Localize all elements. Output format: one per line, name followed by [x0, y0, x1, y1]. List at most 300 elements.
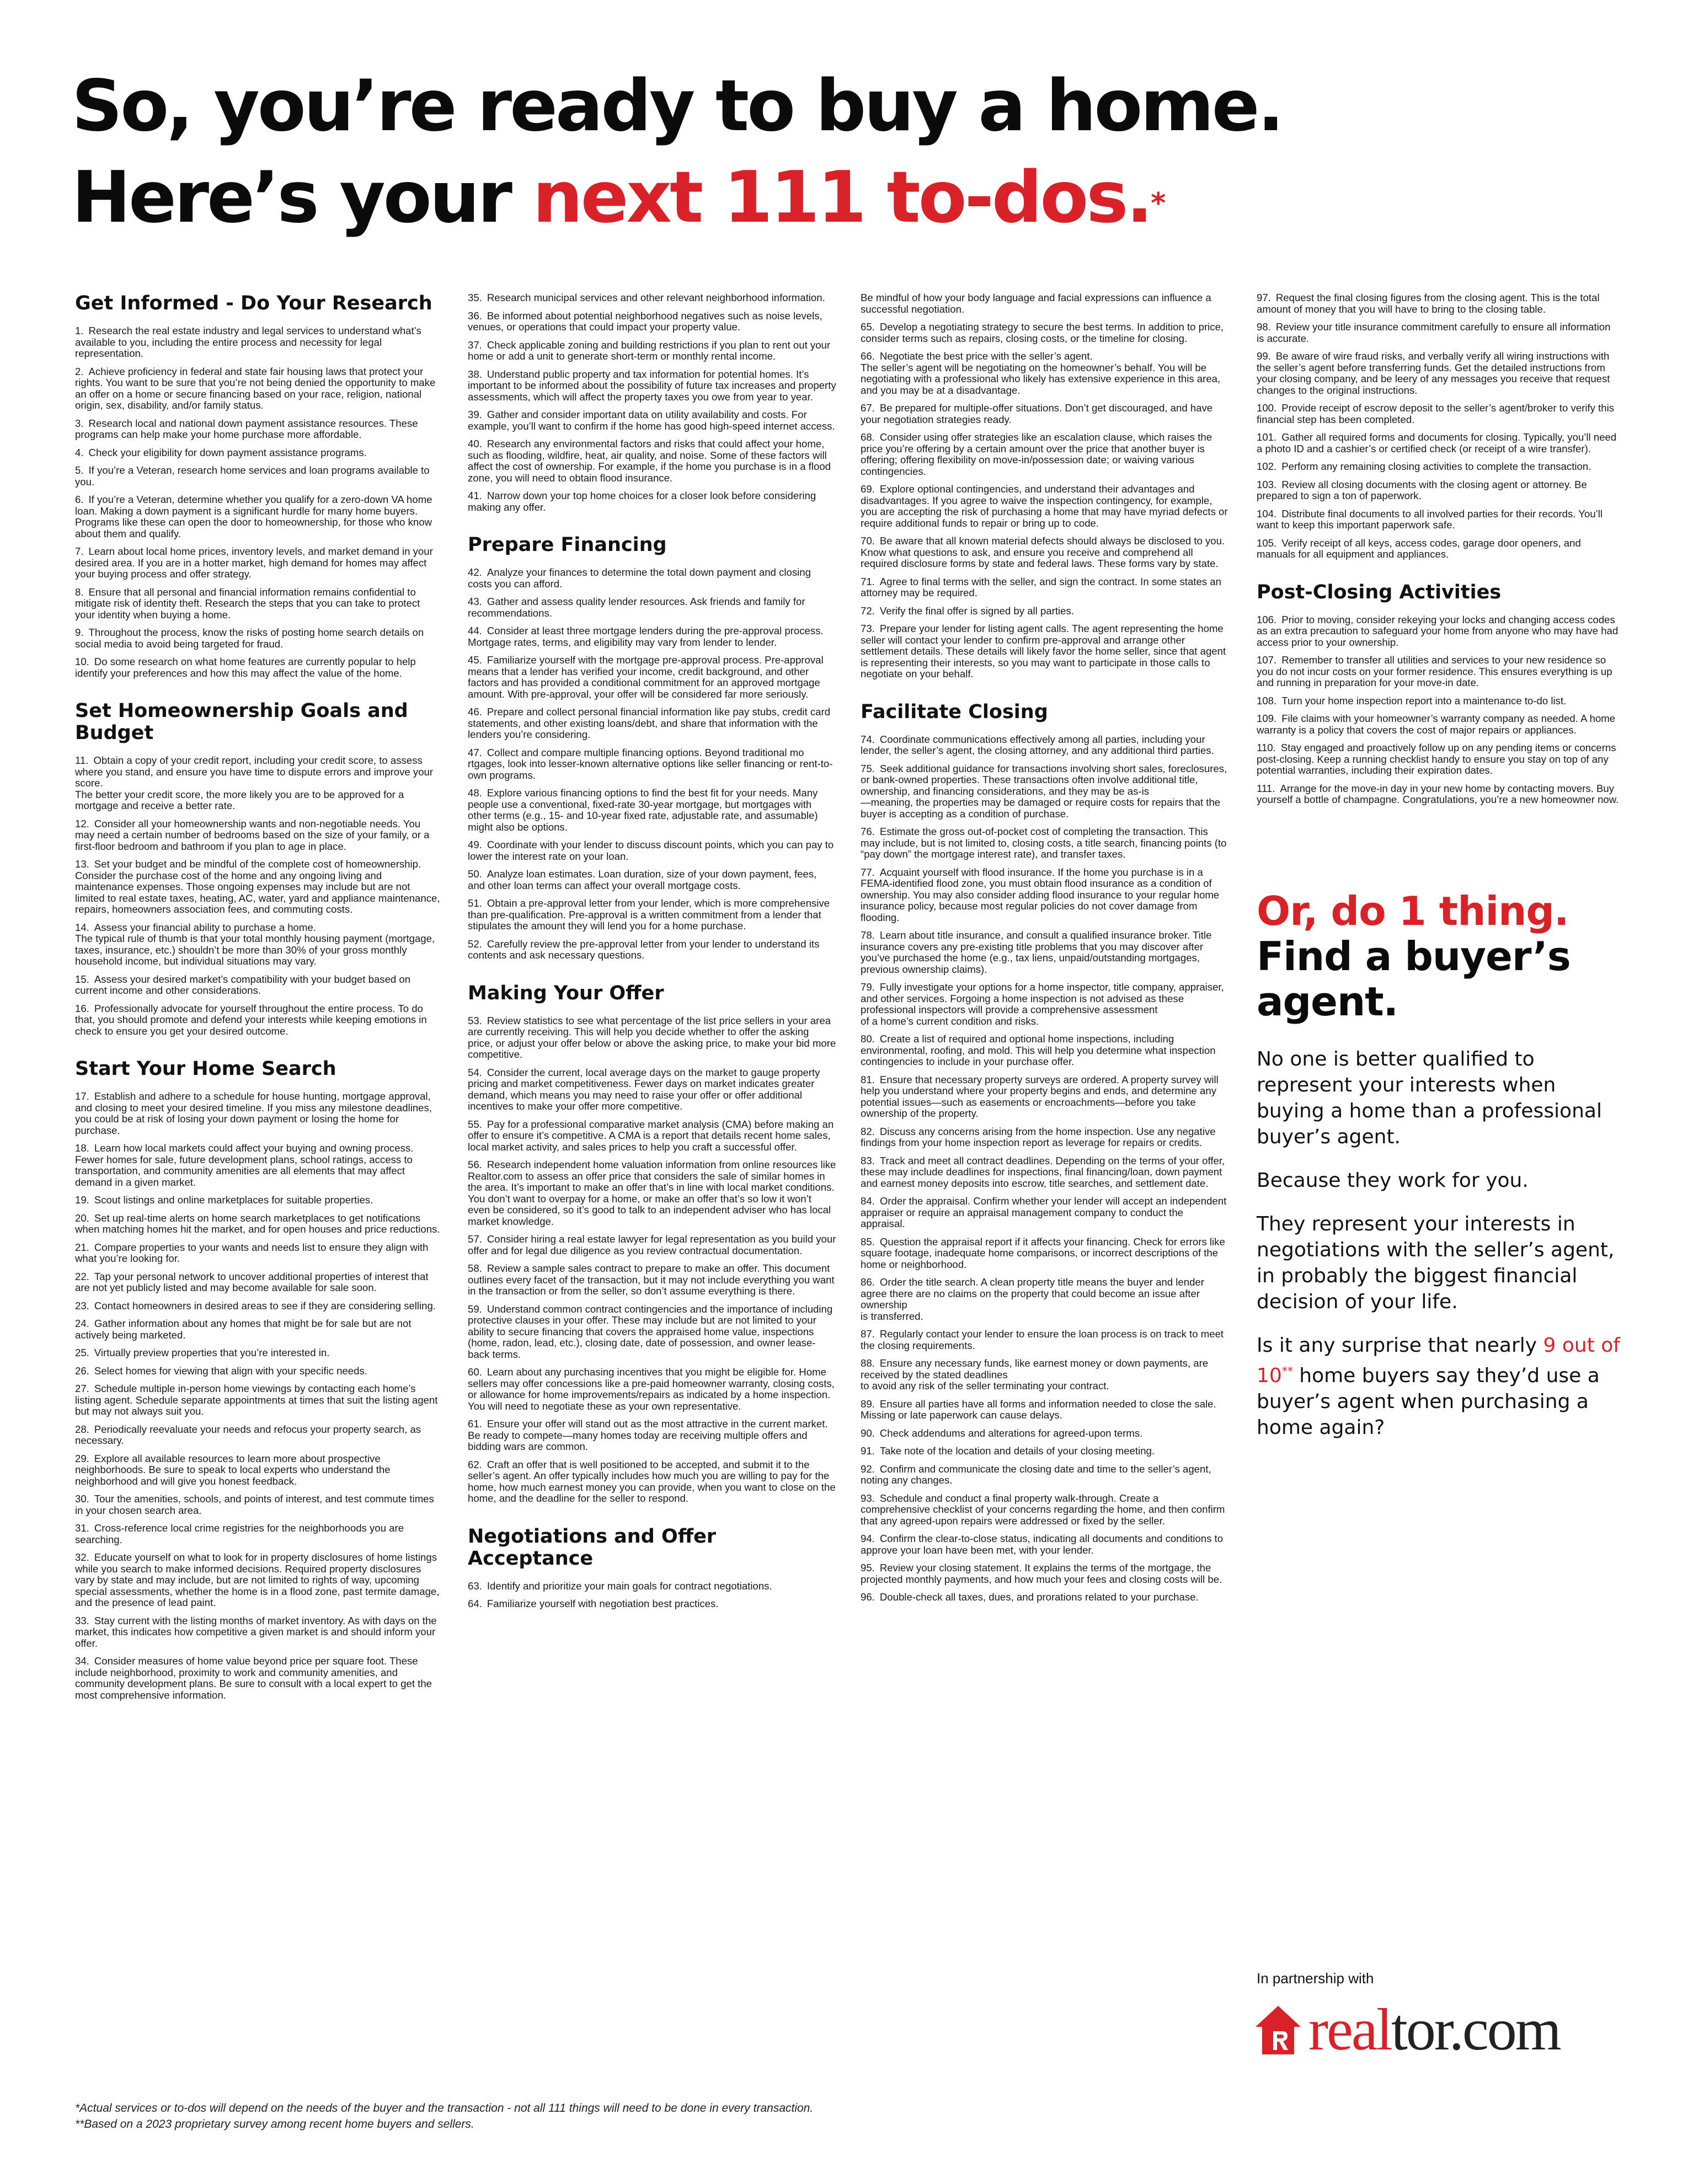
todo-number: 23.: [75, 1299, 89, 1312]
todo-number: 89.: [861, 1398, 875, 1410]
todo-text: Review a sample sales contract to prepare to make an offer. This document outlines every facet of the transaction, but it may not include everything you want in the transaction or from the seller, so don’t assume everything is there.: [468, 1262, 835, 1297]
todo-text: Discuss any concerns arising from the home inspection. Use any negative findings from your home inspection report as leverage for repairs or credits.: [861, 1125, 1216, 1148]
todo-number: 78.: [861, 929, 875, 941]
todo-text: Obtain a copy of your credit report, including your credit score, to assess where you stand, and ensure you have time to dispute errors and improve your score.: [75, 754, 434, 789]
todo-item: [468, 706, 836, 741]
todo-text: Consider the current, local average days on the market to gauge property pricing and market competitiveness. Fewer days on market indicates greater demand, which means you may need to raise your offer or offer additional incentives to make your offer more competitive.: [468, 1066, 820, 1112]
todo-item: [75, 494, 442, 539]
todo-item: [861, 734, 1230, 757]
todo-item: [468, 747, 836, 781]
todo-item: [1257, 403, 1621, 425]
todo-number: 63.: [468, 1580, 482, 1592]
todo-item: [468, 438, 836, 484]
todo-item: [75, 974, 442, 997]
todo-item: [468, 311, 836, 333]
todo-number: 38.: [468, 368, 482, 380]
todo-text: Gather information about any homes that might be for sale but are not actively being marketed.: [75, 1318, 412, 1341]
todo-text: Research the real estate industry and legal services to understand what’s available to you, including the entire process and necessity for legal representation.: [75, 325, 421, 359]
todo-number: 13.: [75, 858, 89, 870]
todo-number: 27.: [75, 1383, 89, 1394]
todo-number: 108.: [1257, 694, 1277, 706]
todo-item: [468, 788, 836, 833]
todo-item: [1257, 292, 1621, 315]
todo-text: Regularly contact your lender to ensure the loan process is on track to meet the closing requirements.: [861, 1328, 1224, 1351]
todo-item: [1257, 783, 1621, 806]
todo-item: [861, 1533, 1230, 1556]
todo-item: [861, 1358, 1230, 1392]
todo-number: 109.: [1257, 713, 1277, 724]
todo-number: 19.: [75, 1194, 89, 1206]
todo-text: Familiarize yourself with negotiation best practices.: [487, 1598, 719, 1609]
todo-text: Tour the amenities, schools, and points of interest, and test commute times in your chosen search area.: [75, 1493, 434, 1516]
todo-item: [468, 1067, 836, 1112]
todo-text: Take note of the location and details of your closing meeting.: [879, 1445, 1155, 1457]
todo-number: 87.: [861, 1328, 875, 1340]
todo-text: Analyze your finances to determine the total down payment and closing costs you can afford.: [468, 566, 811, 590]
todo-item: [861, 1034, 1230, 1068]
todo-number: 76.: [861, 826, 875, 837]
todo-text: Set your budget and be mindful of the complete cost of homeownership. Consider the purchase cost of the home and any ongoing living and maintenance expenses. Those ongoing expenses may include but are not limited to real estate taxes, heating, AC, water, yard and appliance maintenance, repairs, homeowners association fees, and commuting costs.: [75, 858, 440, 915]
todo-number: 47.: [468, 746, 482, 758]
todo-item: [861, 576, 1230, 599]
todo-item: [75, 922, 442, 967]
todo-item: [861, 1236, 1230, 1271]
todo-item: [75, 447, 442, 459]
todo-number: 3.: [75, 417, 84, 429]
partner-label: In partnership with: [1257, 1970, 1374, 1987]
promo-paragraph-3: They represent your interests in negotiations with the seller’s agent, in probably the biggest financial decision of your life.: [1257, 1212, 1615, 1313]
todo-item: [861, 930, 1230, 975]
todo-item: [75, 1213, 442, 1235]
todo-number: 21.: [75, 1241, 89, 1253]
todo-item: [75, 1091, 442, 1136]
todo-item: [1257, 508, 1621, 531]
todo-number: 8.: [75, 586, 84, 598]
todo-text: Fully investigate your options for a home inspector, title company, appraiser, and other services. Forgoing a home inspection is not advised as these professional inspectors will provide a comprehensive assessment: [861, 981, 1224, 1015]
todo-number: 54.: [468, 1066, 482, 1078]
todo-number: 64.: [468, 1598, 482, 1609]
todo-text: Arrange for the move-in day in your new home by contacting movers. Buy yourself a bottle of champagne. Congratulations, you’re a new homeowner now.: [1257, 782, 1619, 805]
todo-text: Research municipal services and other relevant neighborhood information.: [487, 292, 825, 303]
todo-text: Estimate the gross out-of-pocket cost of completing the transaction. This may include, but is not limited to, closing costs, a title search, financing points (to “pay down” the mortgage interest rate), and transfer taxes.: [861, 826, 1227, 860]
todo-item: [468, 369, 836, 403]
promo-p4-suffix: home buyers say they’d use a buyer’s agent when purchasing a home again?: [1257, 1364, 1600, 1439]
todo-text: Prepare and collect personal financial information like pay stubs, credit card statements, and other existing loans/debt, and share that information with the lenders you’re considering.: [468, 706, 831, 740]
section-heading-negotiations: Negotiations and Offer Acceptance: [468, 1525, 717, 1570]
todo-item: [861, 982, 1230, 1027]
todo-item: [75, 1003, 442, 1037]
todo-text: Analyze loan estimates. Loan duration, size of your down payment, fees, and other loan terms can affect your overall mortgage costs.: [468, 868, 817, 891]
todo-number: 103.: [1257, 478, 1277, 490]
todo-text: Scout listings and online marketplaces for suitable properties.: [94, 1194, 373, 1206]
todo-number: 77.: [861, 866, 875, 878]
todo-number: 57.: [468, 1233, 482, 1245]
todo-text: Contact homeowners in desired areas to see if they are considering selling.: [94, 1299, 436, 1312]
todo-text: Gather all required forms and documents for closing. Typically, you’ll need a photo ID and a cashier’s or certified check (or receipt of a wire transfer).: [1257, 431, 1617, 454]
todo-item: [468, 1598, 836, 1610]
todo-text: Set up real-time alerts on home search marketplaces to get notifications when matching homes hit the market, and for open houses and price reductions.: [75, 1212, 440, 1235]
todo-text: Consider measures of home value beyond price per square foot. These include neighborhood, proximity to work and community amenities, and community development plans. Be sure to consult with a local expert to get the most comprehensive information.: [75, 1655, 432, 1701]
todo-number: 28.: [75, 1423, 89, 1435]
todo-number: 75.: [861, 762, 875, 774]
todo-text: Educate yourself on what to look for in property disclosures of home listings while you search to make informed decisions. Required property disclosures vary by state and may include, but are not limited to rights of way, upcoming special assessments, whether the home is in a flood zone, past termite damage, and the presence of lead paint.: [75, 1551, 440, 1608]
todo-item: [468, 655, 836, 700]
todo-text: Negotiate the best price with the seller’s agent.: [879, 350, 1093, 362]
todo-number: 46.: [468, 706, 482, 718]
todo-number: 48.: [468, 787, 482, 799]
todo-item: [75, 1656, 442, 1701]
todo-text: Seek additional guidance for transactions involving short sales, foreclosures, or bank-owned properties. These transactions often involve additional title, ownership, and financing considerations, and they may be as-is: [861, 762, 1227, 797]
todo-number: 37.: [468, 339, 482, 351]
todo-text: Professionally advocate for yourself throughout the entire process. To do that, you should promote and defend your interests while keeping emotions in check to ensure you get your desired outcome.: [75, 1002, 427, 1037]
todo-text: Review your closing statement. It explains the terms of the mortgage, the projected monthly payments, and how much your fees and closing costs will be.: [861, 1562, 1222, 1585]
todo-item: [1257, 655, 1621, 689]
todo-number: 90.: [861, 1427, 875, 1439]
todo-item: [861, 867, 1230, 924]
promo-paragraph-1: No one is better qualified to represent your interests when buying a home than a professional buyer’s agent.: [1257, 1047, 1602, 1148]
todo-item: [75, 1143, 442, 1188]
todo-text: File claims with your homeowner’s warranty company as needed. A home warranty is a policy that covers the cost of major repairs or appliances.: [1257, 713, 1616, 736]
todo-number: 55.: [468, 1118, 482, 1130]
todo-item: [1257, 713, 1621, 736]
todo-number: 91.: [861, 1445, 875, 1457]
todo-number: 18.: [75, 1142, 89, 1154]
todo-item: [75, 1424, 442, 1447]
todo-item: [468, 567, 836, 590]
todo-number: 105.: [1257, 537, 1277, 549]
todo-item: [861, 1329, 1230, 1351]
todo-number: 95.: [861, 1562, 875, 1573]
todo-text: Double-check all taxes, dues, and prorations related to your purchase.: [879, 1591, 1199, 1603]
todo-number: 82.: [861, 1125, 875, 1137]
todo-number: 110.: [1257, 742, 1276, 753]
todo-item: [861, 1446, 1230, 1457]
todo-number: 66.: [861, 350, 875, 362]
realtor-logo-wordmark: [1308, 1997, 1560, 2063]
todo-number: 34.: [75, 1655, 89, 1667]
todo-text: Periodically reevaluate your needs and refocus your property search, as necessary.: [75, 1423, 421, 1446]
todo-text-continued: The typical rule of thumb is that your total monthly housing payment (mortgage, taxes, insurance, etc.) shouldn’t be more than 30% of your gross monthly household income, but individual situations may vary.: [75, 933, 435, 967]
headline-line-2-prefix: Here’s your: [72, 157, 533, 239]
todo-number: 69.: [861, 483, 875, 495]
todo-item: [75, 859, 442, 916]
todo-number: 22.: [75, 1270, 89, 1282]
todo-text: Compare properties to your wants and needs list to ensure they align with what you’re looking for.: [75, 1241, 429, 1264]
todo-item: [75, 755, 442, 812]
todo-item: [468, 1119, 836, 1153]
todo-text-continued: The better your credit score, the more likely you are to be approved for a mortgage and receive a better rate.: [75, 788, 404, 811]
todo-text: Verify the final offer is signed by all parties.: [879, 604, 1074, 617]
todo-item: [468, 292, 836, 304]
todo-number: 111.: [1257, 782, 1275, 794]
todo-text: Question the appraisal report if it affects your financing. Check for errors like square footage, inadequate home comparisons, or incorrect descriptions of the home or neighborhood.: [861, 1235, 1225, 1270]
todo-number: 93.: [861, 1492, 875, 1504]
todo-text: Assess your financial ability to purchase a home.: [94, 921, 316, 933]
todo-text: Check your eligibility for down payment assistance programs.: [88, 446, 367, 458]
promo-statistic: 9 out of 10: [1257, 1334, 1620, 1387]
todo-number: 106.: [1257, 613, 1277, 625]
todo-text: Learn how local markets could affect your buying and owning process. Fewer homes for sale, future development plans, school ratings, access to transportation, and community amenities are all elements that may affect demand in a given market.: [75, 1142, 414, 1188]
section-heading-closing: Facilitate Closing: [861, 700, 1048, 723]
todo-text: Stay engaged and proactively follow up on any pending items or concerns post-closing. Keep a running checklist handy to ensure you stay on top of any potential warranties, including their expiration dates.: [1257, 742, 1616, 776]
todo-text: Be aware that all known material defects should always be disclosed to you. Know what questions to ask, and ensure you receive and comprehend all required disclosure forms by state and federal laws. These forms vary by state.: [861, 535, 1225, 569]
todo-number: 32.: [75, 1551, 89, 1563]
todo-item: [861, 1493, 1230, 1527]
todo-item: [75, 1494, 442, 1516]
todo-text: Learn about any purchasing incentives that you might be eligible for. Home sellers may offer concessions like a pre-paid homeowner warranty, closing costs, or allowance for home improvements/repairs as indicated by a home inspection. You will need to negotiate these as your own representative.: [468, 1366, 835, 1412]
promo-p4-prefix: Is it any surprise that nearly: [1257, 1334, 1543, 1357]
todo-text: Ensure any necessary funds, like earnest money or down payments, are received by the stated deadlines: [861, 1357, 1209, 1380]
todo-item: [75, 1347, 442, 1359]
promo-paragraph-2: Because they work for you.: [1257, 1169, 1529, 1192]
todo-item: [75, 1366, 442, 1377]
headline-line-1: So, you’re ready to buy a home.: [72, 65, 1283, 147]
todo-item: [468, 1015, 836, 1061]
todo-item: [861, 1074, 1230, 1120]
promo-heading: Find a buyer’s agent.: [1257, 933, 1571, 1025]
todo-text: Collect and compare multiple financing options. Beyond traditional mo rtgages, look into lesser-known alternative options like seller financing or rent-to-own programs.: [468, 746, 833, 781]
todo-text: Gather and consider important data on utility availability and costs. For example, you’ll want to confirm if the home has good high-speed internet access.: [468, 409, 835, 432]
todo-number: 80.: [861, 1033, 875, 1045]
todo-text: Cross-reference local crime registries for the neighborhoods you are searching.: [75, 1522, 404, 1545]
todo-text: Establish and adhere to a schedule for house hunting, mortgage approval, and closing to meet your desired timeline. If you miss any milestone deadlines, you could be at risk of losing your down payment or losing the home for purchase.: [75, 1090, 432, 1136]
todo-number: 74.: [861, 733, 875, 745]
todo-number: 70.: [861, 535, 875, 547]
todo-text: Confirm and communicate the closing date and time to the seller’s agent, noting any changes.: [861, 1463, 1211, 1486]
todo-text: Prior to moving, consider rekeying your locks and changing access codes as an extra precaution to safeguard your home from anyone who may have had access prior to your ownership.: [1257, 613, 1618, 648]
todo-text: Remember to transfer all utilities and services to your new residence so you do not incur costs on your former residence. This ensures everything is up and running in preparation for your move-in date.: [1257, 654, 1612, 688]
todo-text-continued: is transferred.: [861, 1310, 923, 1322]
todo-text-continued: —meaning, the properties may be damaged or require costs for repairs that the buyer is accepting as a condition of purchase.: [861, 796, 1221, 820]
todo-number: 97.: [1257, 292, 1271, 303]
todo-number: 59.: [468, 1303, 482, 1315]
todo-number: 44.: [468, 625, 482, 636]
todo-text: Consider all your homeownership wants and non-negotiable needs. You may need a certain number of bedrooms based on the size of your family, or a first-floor bedroom and bathroom if you plan to age in place.: [75, 817, 430, 852]
todo-number: 26.: [75, 1364, 89, 1377]
todo-item: [1257, 322, 1621, 344]
todo-item: [861, 1464, 1230, 1486]
todo-item: [75, 366, 442, 411]
todo-number: 43.: [468, 596, 482, 607]
todo-text: Create a list of required and optional home inspections, including environmental, roofing, and mold. This will help you determine what inspection contingencies to include in your purchase offer.: [861, 1033, 1216, 1067]
todo-number: 49.: [468, 839, 482, 850]
todo-item: [75, 1383, 442, 1417]
todo-item: [1257, 742, 1621, 777]
todo-text: Distribute final documents to all involved parties for their records. You’ll want to keep this important paperwork safe.: [1257, 507, 1603, 531]
todo-text: Turn your home inspection report into a maintenance to-do list.: [1281, 694, 1567, 706]
todo-number: 98.: [1257, 321, 1271, 333]
todo-number: 71.: [861, 575, 875, 587]
todo-number: 5.: [75, 464, 84, 476]
todo-number: 56.: [468, 1159, 482, 1170]
todo-text: Be prepared for multiple-offer situations. Don’t get discouraged, and have your negotiation strategies ready.: [861, 402, 1213, 425]
todo-item: [75, 1242, 442, 1265]
todo-text: Confirm the clear-to-close status, indicating all documents and conditions to approve your loan have been met, with your lender.: [861, 1533, 1224, 1556]
todo-item: [75, 1300, 442, 1312]
todo-number: 62.: [468, 1458, 482, 1470]
todo-text: Check addendums and alterations for agreed-upon terms.: [879, 1427, 1143, 1439]
todo-number: 36.: [468, 309, 482, 322]
todo-number: 16.: [75, 1002, 89, 1014]
todo-number: 29.: [75, 1452, 89, 1464]
todo-item: [861, 623, 1230, 680]
promo-statistic-footnote-mark: **: [1281, 1364, 1293, 1378]
todo-number: 24.: [75, 1318, 89, 1329]
todo-text: Review your title insurance commitment carefully to ensure all information is accurate.: [1257, 321, 1611, 344]
headline-asterisk: *: [1151, 187, 1166, 220]
todo-number: 45.: [468, 654, 482, 666]
todo-item: [861, 403, 1230, 425]
todo-item: [75, 627, 442, 650]
todo-number: 86.: [861, 1276, 875, 1288]
todo-item: [75, 1523, 442, 1545]
todo-number: 61.: [468, 1418, 482, 1430]
todo-item: [861, 606, 1230, 617]
todo-number: 50.: [468, 868, 482, 880]
todo-number: 35.: [468, 292, 482, 303]
todo-text: Schedule and conduct a final property walk-through. Create a comprehensive checklist of your concerns regarding the home, and then confirm that any agreed-upon repairs were addressed or fixed by the seller.: [861, 1492, 1225, 1527]
footnotes: [75, 2100, 813, 2132]
todo-number: 102.: [1257, 461, 1277, 472]
todo-item: [861, 1277, 1230, 1322]
todo-text: Review all closing documents with the closing agent or attorney. Be prepared to sign a ton of paperwork.: [1257, 478, 1587, 501]
todo-item: [468, 340, 836, 362]
todo-text: Explore various financing options to find the best fit for your needs. Many people use a conventional, fixed-rate 30-year mortgage, but mortgages with other terms (e.g., 15- and 10-year fixed rate, adjustable rate, and assumable) might also be options.: [468, 787, 818, 833]
todo-number: 101.: [1257, 431, 1277, 443]
todo-number: 83.: [861, 1154, 875, 1166]
todo-item: [468, 625, 836, 648]
todo-text: Explore optional contingencies, and understand their advantages and disadvantages. If you agree to waive the inspection contingency, for example, you are accepting the risk of purchasing a home that may have myriad defects or require additional funds to repair or bring up to code.: [861, 483, 1228, 529]
todo-text: Learn about title insurance, and consult a qualified insurance broker. Title insurance covers any pre-existing title problems that you may discover after you’ve purchased the home (e.g., tax liens, unpaid/outstanding mortgages, previous ownership claims).: [861, 929, 1212, 975]
todo-item: [75, 818, 442, 853]
todo-item: [75, 325, 442, 360]
todo-text: Consider at least three mortgage lenders during the pre-approval process. Mortgage rates, terms, and eligibility may vary from lender to lender.: [468, 625, 824, 648]
todo-text: Research independent home valuation information from online resources like Realtor.com to assess an offer price that considers the sale of similar homes in the area. It’s important to make an offer that’s in line with local market conditions. You don’t want to overpay for a home, or make an offer that’s so low it won’t even be considered, so it’s good to talk to an independent adviser who has local market knowledge.: [468, 1159, 836, 1227]
column-2: [468, 292, 836, 1616]
todo-number: 40.: [468, 438, 482, 449]
todo-text: Tap your personal network to uncover additional properties of interest that are not yet publicly listed and may become available for sale soon.: [75, 1270, 429, 1293]
todo-item: [468, 1263, 836, 1297]
todo-number: 65.: [861, 321, 875, 333]
todo-item: [861, 1592, 1230, 1603]
todo-number: 41.: [468, 490, 482, 501]
todo-text: Track and meet all contract deadlines. Depending on the terms of your offer, these may include deadlines for inspections, final financing/loan, down payment and earnest money deposits into escrow, title searches, and settlement date.: [861, 1154, 1225, 1189]
footnote-2: **Based on a 2023 proprietary survey among recent home buyers and sellers.: [75, 2118, 474, 2131]
todo-text: Agree to final terms with the seller, and sign the contract. In some states an attorney may be required.: [861, 575, 1221, 598]
headline-highlight: next 111 to-dos.: [532, 157, 1151, 239]
todo-item: [468, 1234, 836, 1256]
todo-number: 68.: [861, 431, 875, 443]
buyers-agent-promo: [1257, 888, 1621, 1441]
todo-text: Consider hiring a real estate lawyer for legal representation as you build your offer and for legal due diligence as you review contractual documentation.: [468, 1233, 836, 1256]
todo-text: Assess your desired market’s compatibility with your budget based on current income and other considerations.: [75, 973, 411, 996]
todo-text: Achieve proficiency in federal and state fair housing laws that protect your rights. You want to be sure that you’re not being denied the opportunity to make an offer on a home or secure financing based on your race, religion, national origin, sex, disability, and/or family status.: [75, 365, 436, 411]
todo-item: [75, 1271, 442, 1294]
todo-text: Coordinate communications effectively among all parties, including your lender, the seller’s agent, the closing attorney, and any additional third parties.: [861, 733, 1214, 756]
todo-number: 42.: [468, 566, 482, 578]
realtor-logo: [1253, 1997, 1560, 2063]
todo-number: 92.: [861, 1463, 875, 1475]
headline: [72, 61, 1616, 244]
todo-number: 94.: [861, 1533, 875, 1544]
todo-item: [468, 490, 836, 513]
todo-item: [861, 484, 1230, 529]
todo-number: 15.: [75, 973, 89, 985]
todo-text: Narrow down your top home choices for a closer look before considering making any offer.: [468, 490, 816, 513]
promo-paragraph-4: [1257, 1332, 1621, 1441]
section-heading-post: Post-Closing Activities: [1257, 581, 1502, 603]
todo-text: Develop a negotiating strategy to secure the best terms. In addition to price, consider terms such as repairs, closing costs, or the timeline for closing.: [861, 321, 1224, 344]
column-3: [861, 292, 1230, 1610]
todo-number: 85.: [861, 1235, 875, 1248]
todo-item: [75, 1195, 442, 1206]
todo-item: [861, 1126, 1230, 1149]
todo-text: Ensure all parties have all forms and information needed to close the sale. Missing or late paperwork can cause delays.: [861, 1398, 1216, 1421]
section-heading-goals: Set Homeownership Goals and Budget: [75, 700, 408, 744]
todo-number: 4.: [75, 446, 84, 458]
todo-text: Ensure that necessary property surveys are ordered. A property survey will help you understand where your property begins and ends, and determine any potential issues—such as easements or encroachments—before you take ownership of the property.: [861, 1073, 1219, 1119]
todo-text: Order the appraisal. Confirm whether your lender will accept an independent appraiser or require an appraisal management company to conduct the appraisal.: [861, 1195, 1227, 1229]
todo-number: 79.: [861, 981, 875, 993]
todo-text: If you’re a Veteran, determine whether you qualify for a zero-down VA home loan. Making a down payment is a significant hurdle for many home buyers. Programs like these can open the door to homeownership, for those who know about them and qualify.: [75, 494, 432, 539]
todo-text: Consider using offer strategies like an escalation clause, which raises the price you’re offering by a certain amount over the price that another buyer is offering; offering flexibility on move-in/possession date; or waiving various contingencies.: [861, 431, 1212, 477]
todo-number: 100.: [1257, 402, 1277, 414]
todo-text: Do some research on what home features are currently popular to help identify your preferences and how this may affect the value of the home.: [75, 656, 416, 679]
todo-item: [75, 1552, 442, 1609]
todo-text: Ensure that all personal and financial information remains confidential to mitigate risk of identity theft. Research the steps that you can take to protect your identity when buying a home.: [75, 586, 420, 620]
todo-item: [468, 1418, 836, 1453]
todo-text: Be mindful of how your body language and facial expressions can influence a successful negotiation.: [861, 292, 1211, 315]
todo-number: 10.: [75, 656, 89, 667]
todo-item: [861, 351, 1230, 396]
todo-item: [1257, 538, 1621, 560]
todo-item: [861, 1155, 1230, 1190]
todo-text: Carefully review the pre-approval letter from your lender to understand its contents and ask necessary questions.: [468, 938, 820, 961]
todo-number: 58.: [468, 1262, 482, 1274]
todo-item: [1257, 479, 1621, 502]
todo-item: [75, 1615, 442, 1650]
todo-text: Research any environmental factors and risks that could affect your home, such as flooding, wildfire, heat, air quality, and noise. Some of these factors will affect the cost of ownership. For example, if the home you purchase is in a flood zone, you will need to obtain flood insurance.: [468, 438, 831, 484]
todo-text-continued: of a home’s current condition and risks.: [861, 1015, 1039, 1027]
todo-number: 99.: [1257, 350, 1271, 362]
todo-number: 84.: [861, 1195, 875, 1207]
todo-number: 72.: [861, 604, 875, 617]
todo-number: 11.: [75, 754, 89, 766]
todo-number: 53.: [468, 1014, 482, 1026]
todo-text: Familiarize yourself with the mortgage pre-approval process. Pre-approval means that a lender has verified your income, credit background, and other factors and has provided a conditional commitment for an approved mortgage amount. With pre-approval, your offer will be considered far more seriously.: [468, 654, 824, 700]
todo-number: 52.: [468, 938, 482, 950]
todo-item: [1257, 351, 1621, 396]
todo-number: 73.: [861, 623, 875, 634]
todo-number: 1.: [75, 325, 84, 336]
todo-item: [468, 1581, 836, 1592]
todo-text: Order the title search. A clean property title means the buyer and lender agree there are no claims on the property that could become an issue after ownership: [861, 1276, 1204, 1310]
todo-item: [861, 763, 1230, 820]
todo-item: [861, 826, 1230, 860]
todo-item: [468, 1159, 836, 1227]
todo-item: [861, 1196, 1230, 1230]
section-heading-offer: Making Your Offer: [468, 982, 664, 1004]
todo-number: 107.: [1257, 654, 1277, 666]
todo-number: 31.: [75, 1522, 89, 1534]
todo-number: 30.: [75, 1493, 89, 1505]
todo-item: [468, 898, 836, 932]
section-heading-research: Get Informed - Do Your Research: [75, 292, 432, 314]
todo-item: [468, 1459, 836, 1505]
todo-text: Understand common contract contingencies and the importance of including protective clauses in your offer. These may include but are not limited to your ability to secure financing that covers the appraised home value, inspections (home, radon, lead, etc.), closing date, date of possession, and owner lease-back terms.: [468, 1303, 833, 1360]
section-heading-search: Start Your Home Search: [75, 1058, 336, 1080]
todo-text: Gather and assess quality lender resources. Ask friends and family for recommendations.: [468, 596, 805, 619]
